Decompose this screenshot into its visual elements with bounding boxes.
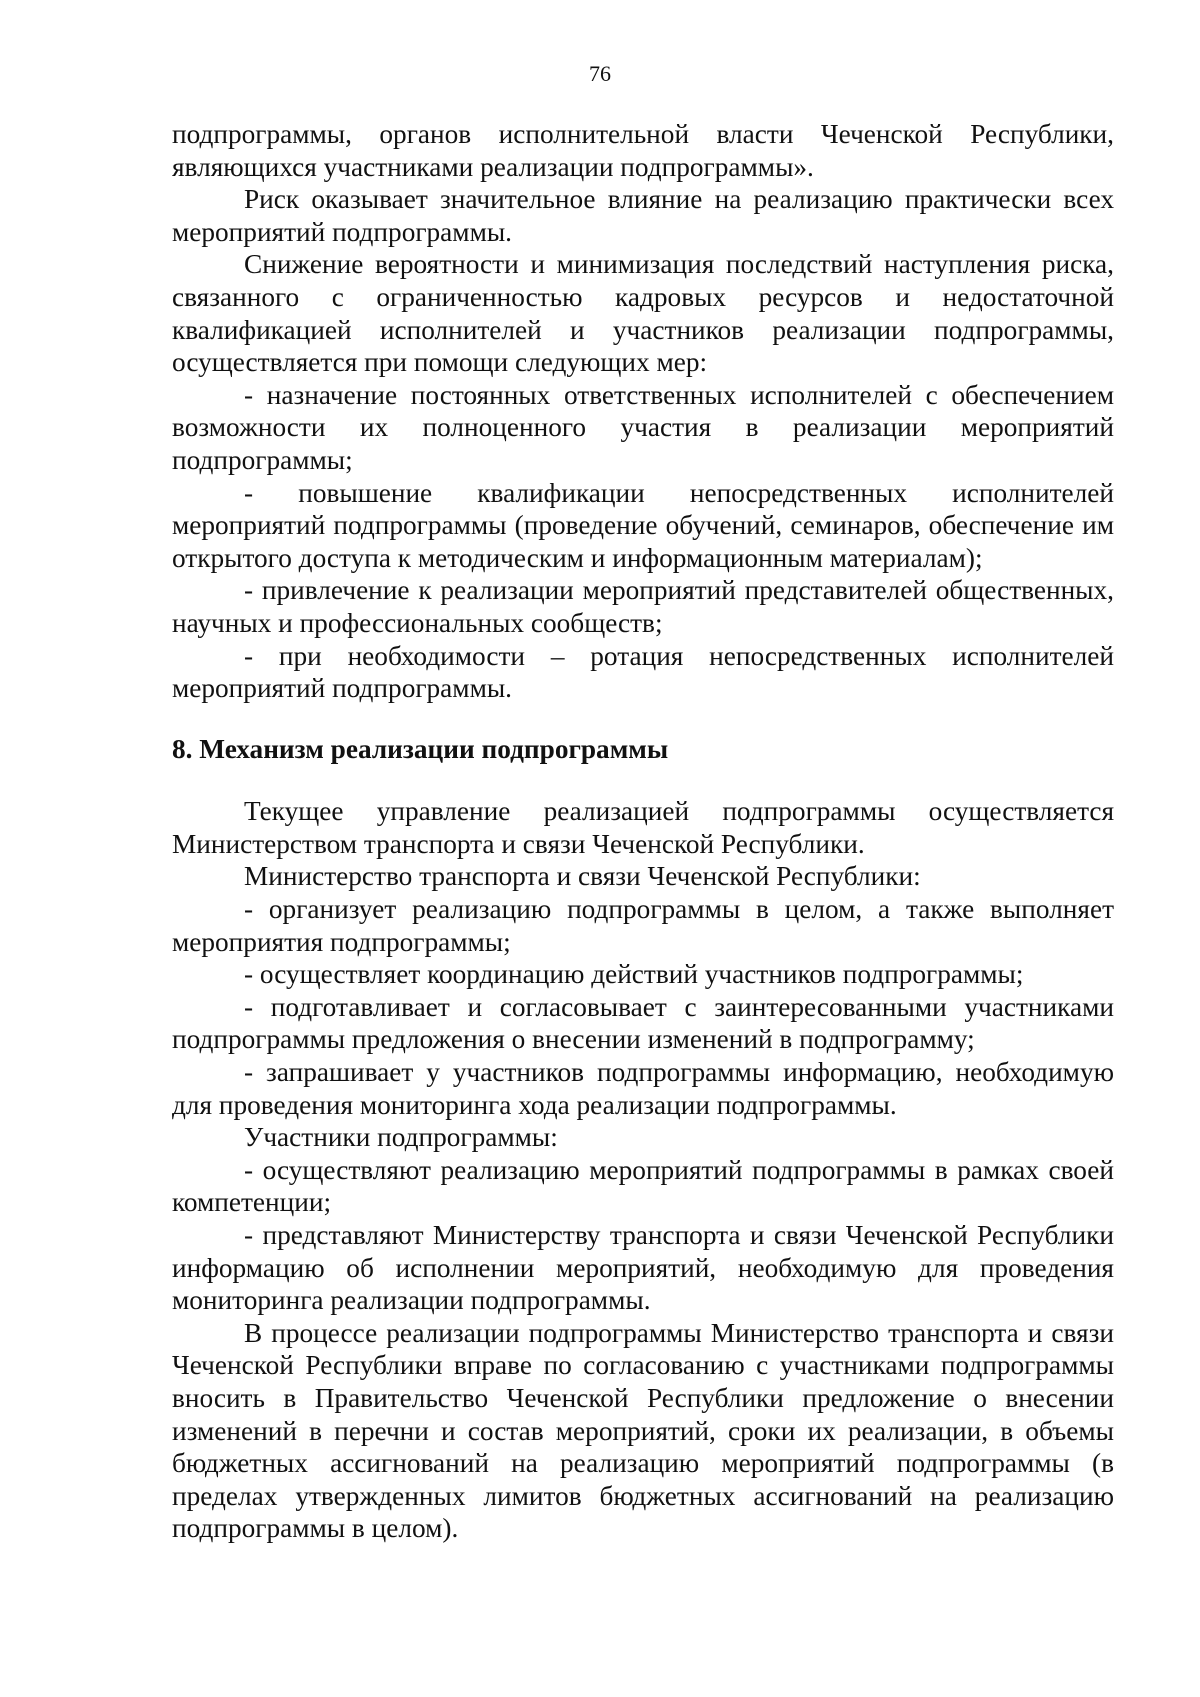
paragraph-continuation: подпрограммы, органов исполнительной власти Чеченской Республики, являющихся участниками реализации подпрограммы». — [172, 119, 1114, 182]
page-number: 76 — [589, 61, 611, 86]
list-item-measure: - повышение квалификации непосредственных исполнителей мероприятий подпрограммы (проведение обучений, семинаров, обеспечение им открытого доступа к методическим и информационным материалам); — [172, 477, 1114, 573]
paragraph-current-management: Текущее управление реализацией подпрограммы осуществляется Министерством транспорта и связи Чеченской Республики. — [172, 796, 1114, 859]
section-heading: 8. Механизм реализации подпрограммы — [172, 733, 669, 764]
list-item-measure: - назначение постоянных ответственных исполнителей с обеспечением возможности их полноценного участия в реализации мероприятий подпрограммы; — [172, 379, 1114, 475]
list-item-participant-duty: - представляют Министерству транспорта и связи Чеченской Республики информацию об исполнении мероприятий, необходимую для проведения мониторинга реализации подпрограммы. — [172, 1220, 1114, 1316]
list-item-ministry-duty: - организует реализацию подпрограммы в целом, а также выполняет мероприятия подпрограммы; — [172, 894, 1114, 957]
list-item-ministry-duty: - запрашивает у участников подпрограммы информацию, необходимую для проведения мониторинга хода реализации подпрограммы. — [172, 1057, 1114, 1120]
document-body — [172, 118, 1114, 1545]
paragraph-risk-influence: Риск оказывает значительное влияние на реализацию практически всех мероприятий подпрограммы. — [172, 184, 1114, 247]
list-item-measure: - при необходимости – ротация непосредственных исполнителей мероприятий подпрограммы. — [172, 640, 1114, 704]
list-item-ministry-duty: - подготавливает и согласовывает с заинтересованными участниками подпрограммы предложения о внесении изменений в подпрограмму; — [172, 991, 1114, 1055]
paragraph-amendments: В процессе реализации подпрограммы Министерство транспорта и связи Чеченской Республики вправе по согласованию с участниками подпрограммы вносить в Правительство Чеченской Республики предложение о внесении изменений в перечни и состав мероприятий, сроки их реализации, в объемы бюджетных ассигнований на реализацию мероприятий подпрограммы (в пределах утвержденных лимитов бюджетных ассигнований на реализацию подпрограммы в целом). — [172, 1317, 1114, 1544]
list-item-measure: - привлечение к реализации мероприятий представителей общественных, научных и профессиональных сообществ; — [172, 575, 1114, 638]
paragraph-risk-mitigation: Снижение вероятности и минимизация последствий наступления риска, связанного с ограниченностью кадровых ресурсов и недостаточной квалификацией исполнителей и участников реализации подпрограммы, осуществляется при помощи следующих мер: — [172, 249, 1114, 378]
paragraph-ministry-intro: Министерство транспорта и связи Чеченской Республики: — [244, 861, 921, 892]
list-item-ministry-duty: - осуществляет координацию действий участников подпрограммы; — [244, 959, 1024, 990]
list-item-participant-duty: - осуществляют реализацию мероприятий подпрограммы в рамках своей компетенции; — [172, 1154, 1114, 1218]
paragraph-participants-intro: Участники подпрограммы: — [244, 1122, 558, 1153]
